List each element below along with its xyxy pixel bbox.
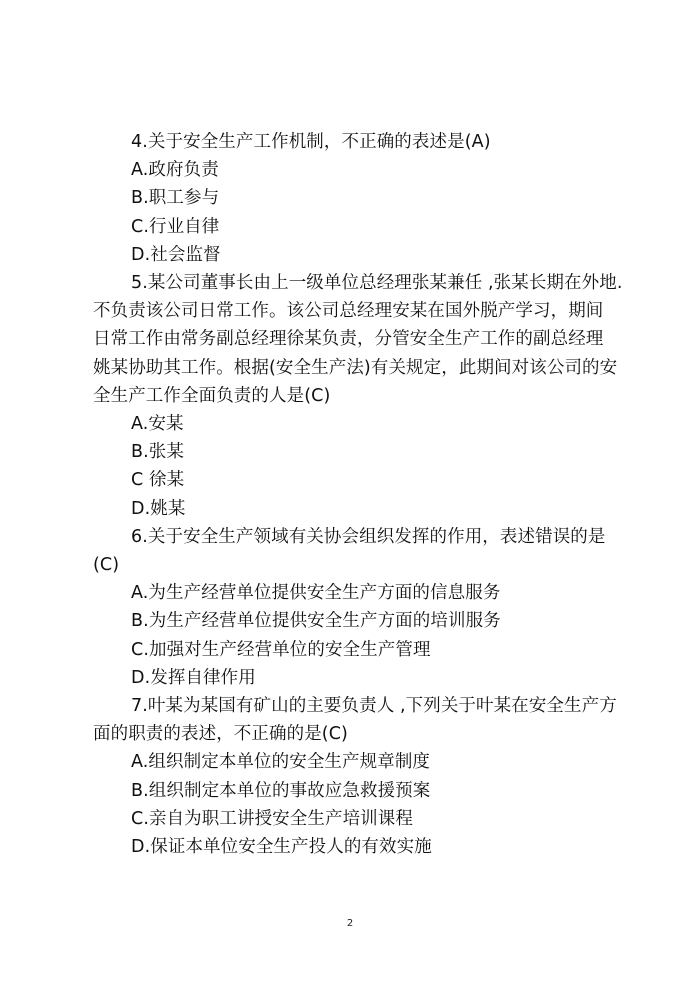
question-6-option-a: A.为生产经营单位提供安全生产方面的信息服务 xyxy=(131,583,501,604)
question-5-option-d: D.姚某 xyxy=(131,498,186,519)
question-4-option-d: D.社会监督 xyxy=(131,244,221,265)
question-7-option-d: D.保证本单位安全生产投人的有效实施 xyxy=(131,837,432,858)
question-4-stem: 4.关于安全生产工作机制，不正确的表述是(A) xyxy=(131,132,491,152)
question-5-option-c: C 徐某 xyxy=(131,470,185,491)
question-6-option-d: D.发挥自律作用 xyxy=(131,667,256,688)
question-6-option-c: C.加强对生产经营单位的安全生产管理 xyxy=(131,639,431,660)
page-content xyxy=(93,128,623,861)
question-5-stem-line-5: 全生产工作全面负责的人是(C) xyxy=(93,385,331,406)
question-4-option-c: C.行业自律 xyxy=(131,216,220,237)
question-6-stem-line-2: (C) xyxy=(93,555,120,576)
question-4-option-a: A.政府负责 xyxy=(131,160,219,181)
question-5-stem-line-2: 不负责该公司日常工作。该公司总经理安某在国外脱产学习，期间 xyxy=(93,301,604,322)
question-5-stem-line-3: 日常工作由常务副总经理徐某负责，分管安全生产工作的副总经理 xyxy=(93,329,604,350)
question-5-option-b: B.张某 xyxy=(131,442,184,463)
question-7-stem-line-2: 面的职责的表述，不正确的是(C) xyxy=(93,724,348,745)
question-7-option-c: C.亲自为职工讲授安全生产培训课程 xyxy=(131,808,413,829)
question-7-stem-line-1: 7.叶某为某国有矿山的主要负责人 ,下列关于叶某在安全生产方 xyxy=(131,696,617,717)
question-6-stem-line-1: 6.关于安全生产领域有关协会组织发挥的作用，表述错误的是 xyxy=(131,526,606,547)
question-7-option-a: A.组织制定本单位的安全生产规章制度 xyxy=(131,752,431,773)
question-4-option-b: B.职工参与 xyxy=(131,188,220,209)
question-5-option-a: A.安某 xyxy=(131,414,184,435)
question-5-stem-line-1: 5.某公司董事长由上一级单位总经理张某兼任 ,张某长期在外地. xyxy=(131,273,623,294)
question-7-option-b: B.组织制定本单位的事故应急救援预案 xyxy=(131,780,431,801)
page-number: 2 xyxy=(346,918,354,929)
question-5-stem-line-4: 姚某协助其工作。根据(安全生产法)有关规定，此期间对该公司的安 xyxy=(93,357,618,378)
question-6-option-b: B.为生产经营单位提供安全生产方面的培训服务 xyxy=(131,611,501,632)
